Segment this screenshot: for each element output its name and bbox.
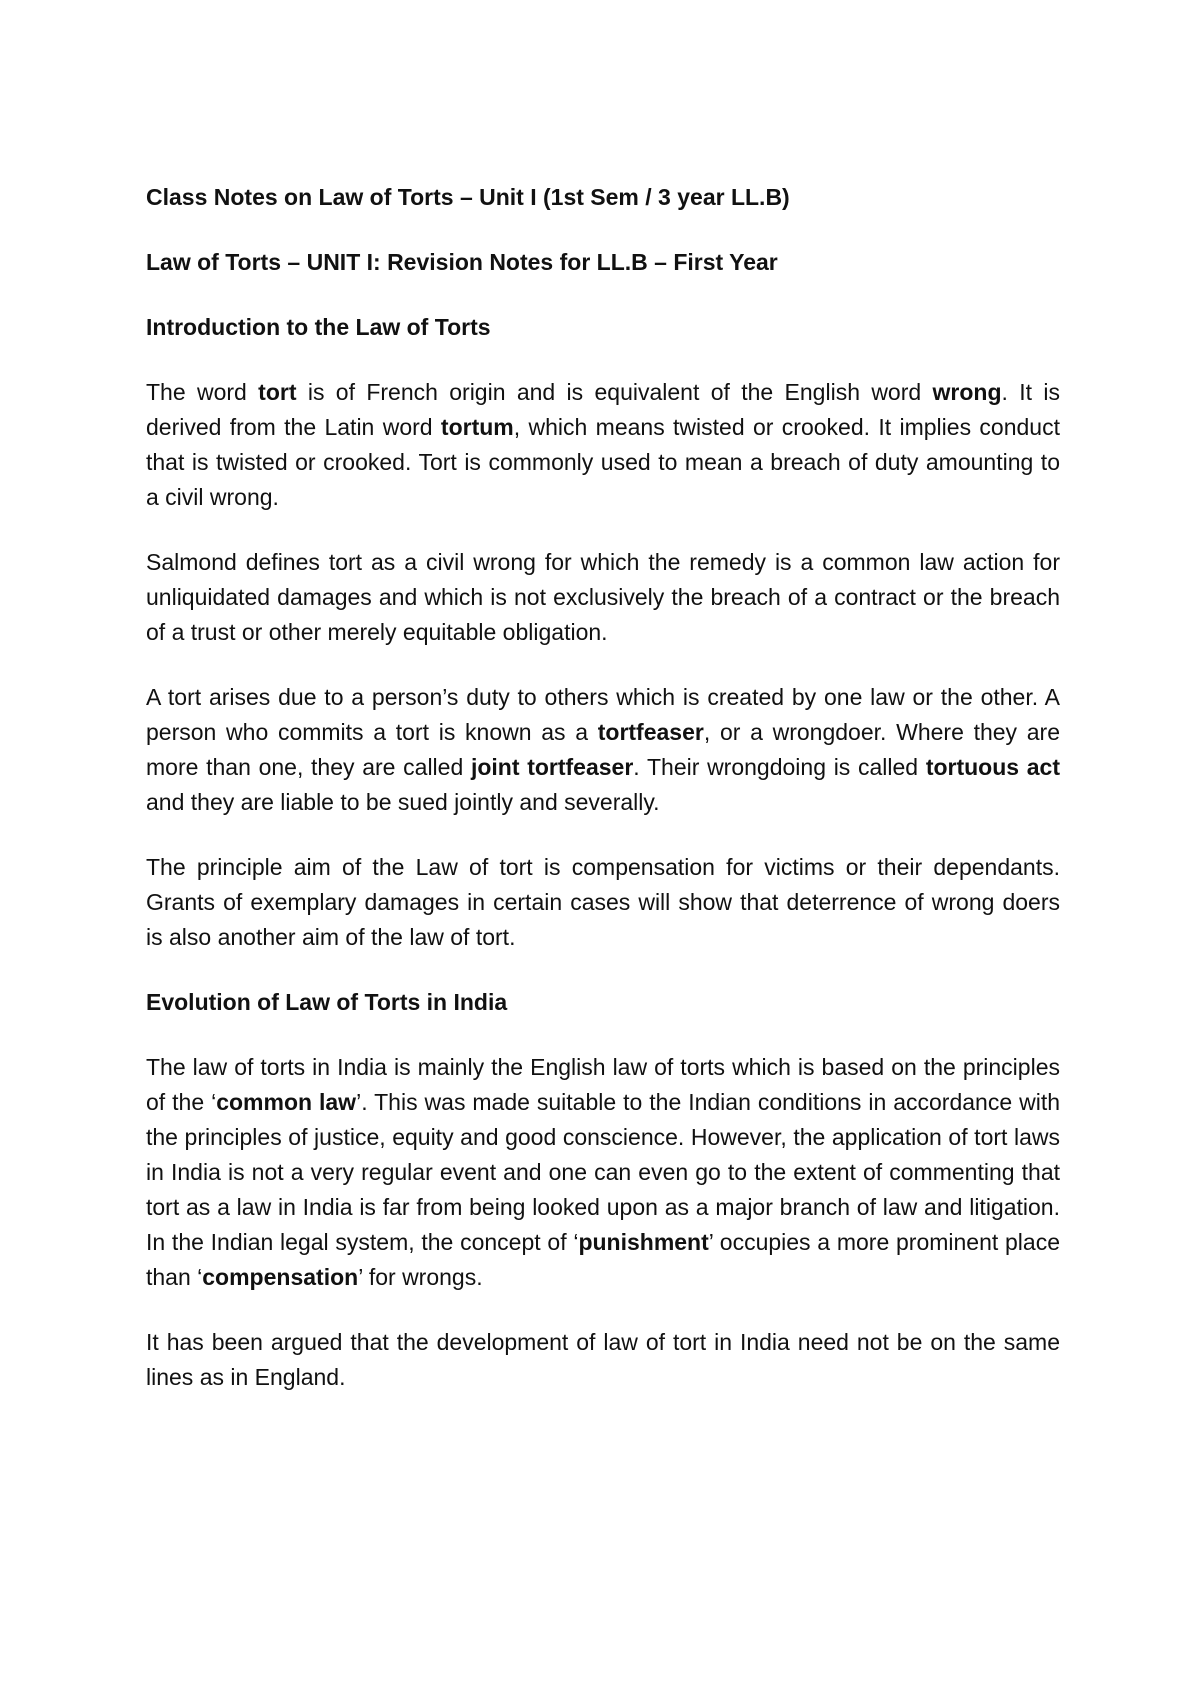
text-run: ’. This was made suitable to the Indian conditions in accordance with the principles of justice, equity and good conscience. However, the application of tort laws in India is not a very regular event and one can even go to the extent of commenting that tort as a law in India is far from being looked upon as a major branch of law and litigation. In the Indian legal system, the concept of ‘ [146,1089,1061,1255]
document-title: Class Notes on Law of Torts – Unit I (1st Sem / 3 year LL.B) [146,184,790,210]
paragraph-india [146,1050,1060,1295]
section-heading-introduction: Introduction to the Law of Torts [146,314,491,340]
paragraph-salmond: Salmond defines tort as a civil wrong for which the remedy is a common law action for unliquidated damages and which is not exclusively the breach of a contract or the breach of a trust or other merely equitable obligation. [146,549,1060,645]
bold-term: wrong [932,379,1002,405]
bold-term: tortfeaser [597,719,704,745]
text-run: The law of torts in India is mainly the English law of torts which is based on the principles of the ‘ [146,1054,1060,1115]
paragraph-tortfeaser [146,680,1060,820]
text-run: and they are liable to be sued jointly and severally. [146,789,660,815]
document-body [146,180,1060,1395]
text-run: A tort arises due to a person’s duty to others which is created by one law or the other. A person who commits a tort is known as a [146,684,1060,745]
bold-term: common law [216,1089,357,1115]
paragraph-development: It has been argued that the development of law of tort in India need not be on the same lines as in England. [146,1329,1060,1390]
bold-term: punishment [578,1229,709,1255]
text-run: is of French origin and is equivalent of the English word [296,379,933,405]
text-run: ’ for wrongs. [358,1264,483,1290]
document-subtitle: Law of Torts – UNIT I: Revision Notes for LL.B – First Year [146,249,778,275]
paragraph-tort-definition [146,375,1060,515]
text-run: , which means twisted or crooked. It implies conduct that is twisted or crooked. Tort is commonly used to mean a breach of duty amounting to a civil wrong. [146,414,1060,510]
bold-term: compensation [202,1264,359,1290]
text-run: . Their wrongdoing is called [633,754,926,780]
bold-term: joint tortfeaser [470,754,634,780]
paragraph-aim: The principle aim of the Law of tort is compensation for victims or their dependants. Grants of exemplary damages in certain cases will show that deterrence of wrong doers is also another aim of the law of tort. [146,854,1060,950]
bold-term: tortum [440,414,514,440]
text-run: ’ occupies a more prominent place than ‘ [146,1229,1060,1290]
bold-term: tortuous act [925,754,1061,780]
bold-term: tort [258,379,297,405]
text-run: . It is derived from the Latin word [146,379,1060,440]
text-run: The word [146,379,259,405]
section-heading-evolution: Evolution of Law of Torts in India [146,989,508,1015]
text-run: , or a wrongdoer. Where they are more than one, they are called [146,719,1060,780]
